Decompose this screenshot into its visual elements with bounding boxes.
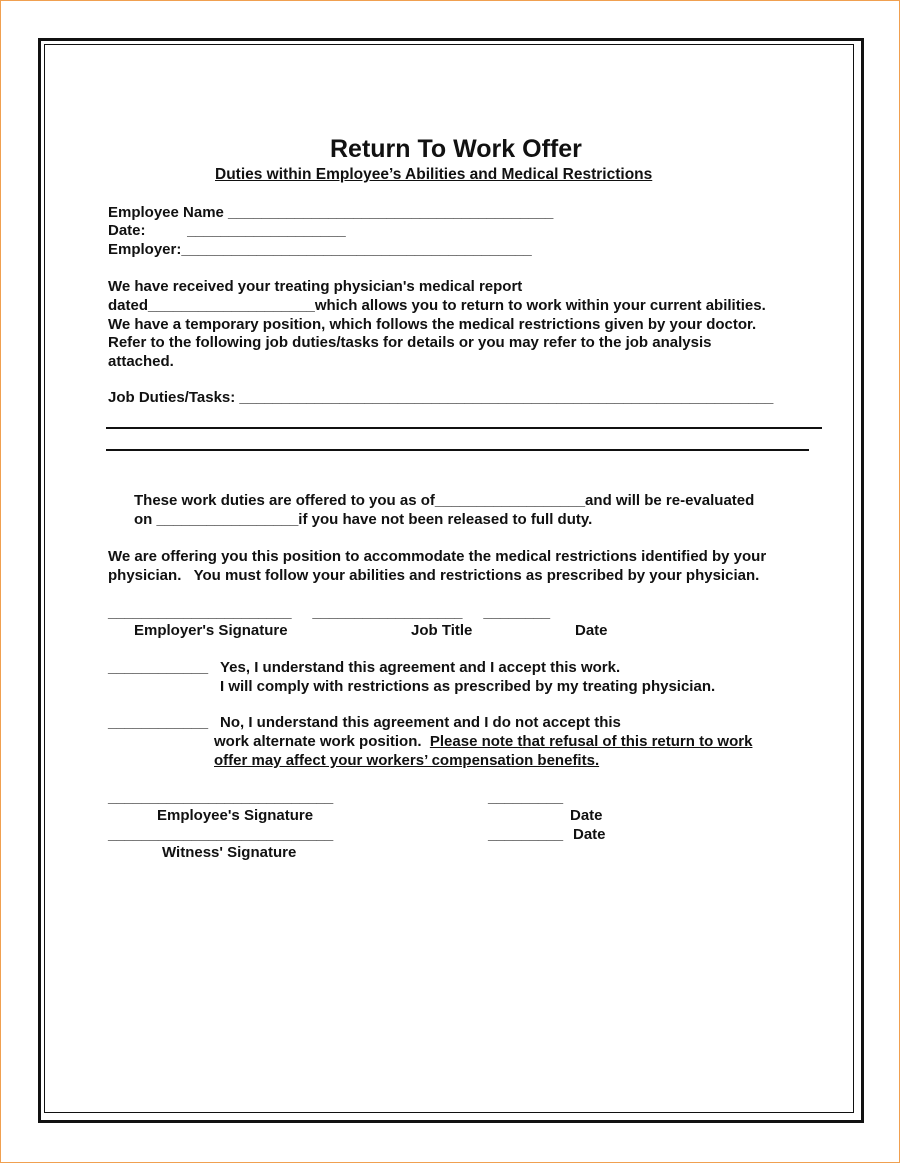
offer-line-2: on _________________if you have not been released to full duty.: [134, 511, 593, 528]
employee-date-line: _________: [488, 789, 564, 806]
offer-line-1: These work duties are offered to you as of__________________and will be re-evaluated: [134, 492, 755, 509]
employer-field: Employer:__________________________________________: [108, 241, 532, 258]
accept-blank: ____________: [108, 659, 209, 676]
refusal-notice-continued: offer may affect your workers’ compensation benefits.: [214, 752, 600, 769]
witness-date-line: _________: [488, 826, 564, 843]
intro-line-4: Refer to the following job duties/tasks for details or you may refer to the job analysis: [108, 334, 712, 351]
employee-name-field: Employee Name _______________________________________: [108, 204, 554, 221]
accept-line-1: Yes, I understand this agreement and I accept this work.: [220, 659, 621, 676]
decline-line-2: [214, 734, 752, 749]
intro-line-3: We have a temporary position, which follows the medical restrictions given by your doctor.: [108, 316, 757, 333]
employer-date-label: Date: [575, 622, 608, 639]
job-duties-line-2: [106, 449, 809, 451]
employee-signature-label: Employee's Signature: [157, 807, 314, 824]
document-subtitle: Duties within Employee’s Abilities and Medical Restrictions: [215, 166, 653, 183]
accommodate-line-2: physician. You must follow your abilities and restrictions as prescribed by your physician.: [108, 567, 760, 584]
employer-signature-lines: ______________________ __________________ ________: [108, 604, 551, 621]
employer-signature-label: Employer's Signature: [134, 622, 288, 639]
accept-line-2: I will comply with restrictions as prescribed by my treating physician.: [220, 678, 716, 695]
employee-signature-line: ___________________________: [108, 789, 334, 806]
intro-line-1: We have received your treating physician's medical report: [108, 278, 523, 295]
refusal-notice: Please note that refusal of this return to work: [429, 733, 753, 750]
accommodate-line-1: We are offering you this position to accommodate the medical restrictions identified by your: [108, 548, 767, 565]
witness-signature-label: Witness' Signature: [162, 844, 297, 861]
date-field: Date: ___________________: [108, 222, 346, 239]
employee-date-label: Date: [570, 807, 603, 824]
document-title: Return To Work Offer: [330, 135, 582, 163]
job-duties-label: Job Duties/Tasks: ________________________________________________________________: [108, 389, 774, 406]
intro-line-2: dated____________________which allows you to return to work within your current abilities.: [108, 297, 766, 314]
witness-signature-line: ___________________________: [108, 826, 334, 843]
intro-line-5: attached.: [108, 353, 174, 370]
witness-date-label: Date: [573, 826, 606, 843]
job-title-label: Job Title: [411, 622, 473, 639]
decline-blank: ____________: [108, 714, 209, 731]
decline-line-2-plain: work alternate work position.: [214, 733, 430, 750]
decline-line-1: No, I understand this agreement and I do not accept this: [220, 714, 621, 731]
job-duties-line-1: [106, 427, 822, 429]
